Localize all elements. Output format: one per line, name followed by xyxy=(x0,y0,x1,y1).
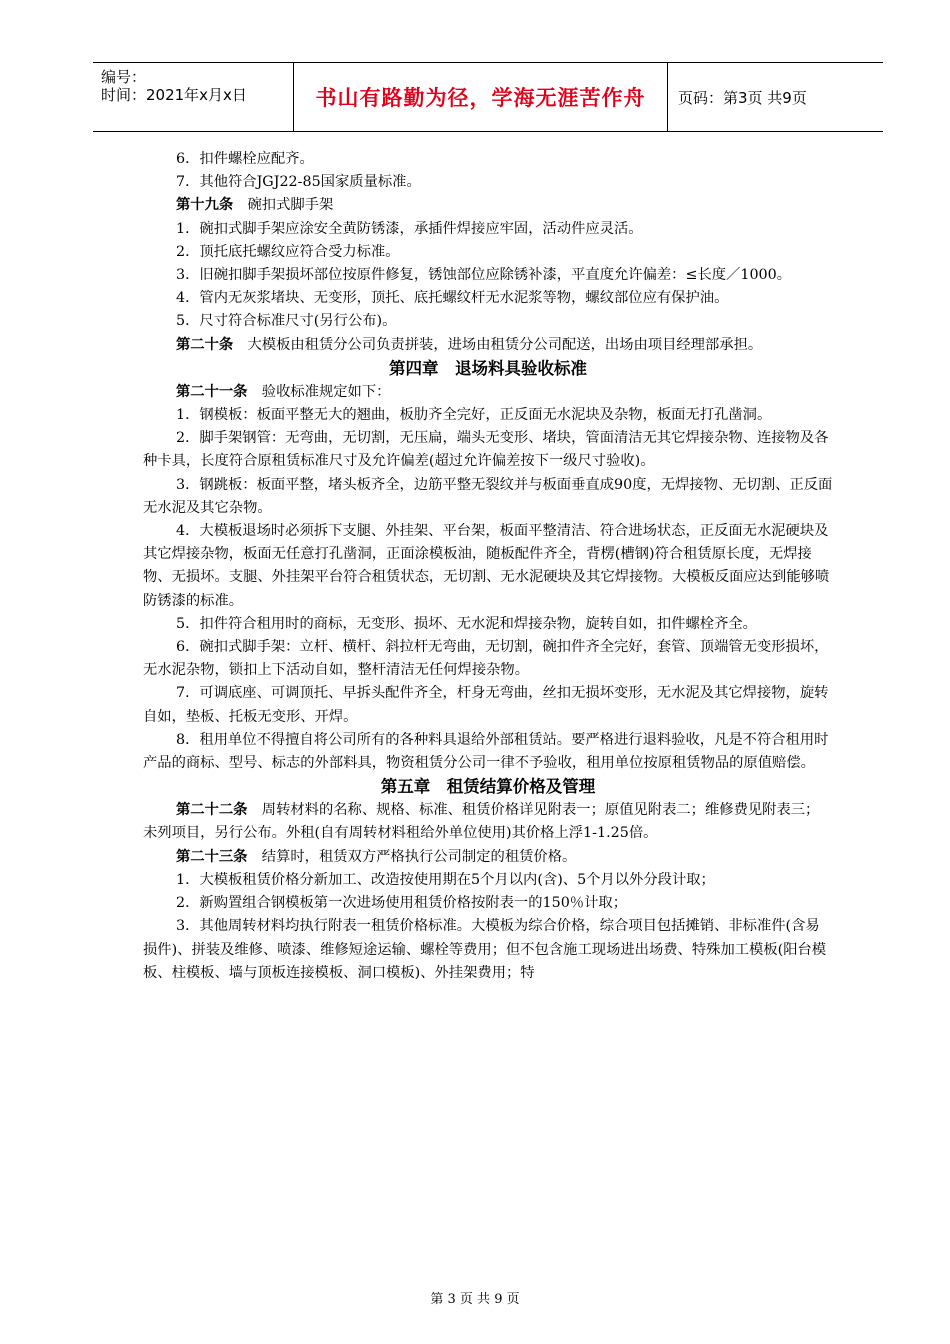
article-text: 周转材料的名称、规格、标准、租赁价格详见附表一；原值见附表二；维修费见附表三；未列项目，另行公布。外租(自有周转材料租给外单位使用)其价格上浮1-1.25倍。 xyxy=(143,802,820,842)
list-item: 2．新购置组合钢模板第一次进场使用租赁价格按附表一的150％计取； xyxy=(176,895,627,912)
list-item: 4．管内无灰浆堵块、无变形，顶托、底托螺纹杆无水泥浆等物，螺纹部位应有保护油。 xyxy=(176,290,729,307)
chapter-heading: 第四章 退场料具验收标准 xyxy=(389,358,587,378)
list-item: 7．可调底座、可调顶托、早拆头配件齐全，杆身无弯曲，丝扣无损坏变形，无水泥及其它焊接物，旋转自如，垫板、托板无变形、开焊。 xyxy=(143,685,829,725)
list-item: 1．大模板租赁价格分新加工、改造按使用期在5个月以内(含)、5个月以外分段计取； xyxy=(176,871,715,888)
list-item: 6．扣件螺栓应配齐。 xyxy=(176,151,314,167)
list-item: 1．碗扣式脚手架应涂安全黄防锈漆，承插件焊接应牢固，活动件应灵活。 xyxy=(176,220,643,237)
serial-number: 编号： xyxy=(101,68,147,86)
list-item: 8．租用单位不得擅自将公司所有的各种料具退给外部租赁站。要严格进行退料验收，凡是不符合租用时产品的商标、型号、标志的外部料具，物资租赁分公司一律不予验收，租用单位按原租赁物品的原值赔偿。 xyxy=(143,731,829,772)
list-item: 7．其他符合JGJ22-85国家质量标准。 xyxy=(176,174,421,191)
page-footer: 第 3 页 共 9 页 xyxy=(430,1292,520,1307)
list-item: 6．碗扣式脚手架：立杆、横杆、斜拉杆无弯曲，无切割，碗扣件齐全完好，套管、顶端管无变形损坏，无水泥杂物，锁扣上下活动自如，整杆清洁无任何焊接杂物。 xyxy=(143,639,829,679)
list-item: 3．其他周转材料均执行附表一租赁价格标准。大模板为综合价格，综合项目包括摊销、非标准件(含易损件)、拼装及维修、喷漆、维修短途运输、螺栓等费用；但不包含施工现场进出场费、特殊加工模板(阳台模板、柱模板、墙与顶板连接模板、洞口模板)、外挂架费用；特 xyxy=(143,918,827,981)
article-label: 第二十一条 xyxy=(176,383,248,400)
header-time: 时间：2021年x月x日 xyxy=(101,86,247,104)
article-label: 第二十条 xyxy=(176,336,234,353)
list-item: 3．旧碗扣脚手架损坏部位按原件修复，锈蚀部位应除锈补漆，平直度允许偏差：≤长度／1000。 xyxy=(176,267,792,284)
article-paragraph xyxy=(143,194,833,217)
article-label: 第二十二条 xyxy=(176,802,248,819)
list-item: 5．扣件符合租用时的商标，无变形、损坏、无水泥和焊接杂物，旋转自如，扣件螺栓齐全。 xyxy=(176,615,757,632)
article-label: 第二十三条 xyxy=(176,848,248,865)
header-page-number: 页码：第3页 共9页 xyxy=(678,88,807,107)
list-item: 1．钢模板：板面平整无大的翘曲，板肋齐全完好，正反面无水泥块及杂物，板面无打孔凿洞。 xyxy=(176,407,772,424)
article-paragraph xyxy=(143,799,833,845)
page-header xyxy=(93,62,883,132)
list-item: 3．钢跳板：板面平整，堵头板齐全，边筋平整无裂纹并与板面垂直成90度，无焊接物、无切割、正反面无水泥及其它杂物。 xyxy=(143,476,833,516)
article-text: 验收标准规定如下： xyxy=(247,383,391,400)
article-paragraph xyxy=(143,846,833,869)
chapter-heading: 第五章 租赁结算价格及管理 xyxy=(380,777,596,797)
header-motto: 书山有路勤为径，学海无涯苦作舟 xyxy=(294,63,668,131)
document-body xyxy=(143,148,833,985)
header-meta xyxy=(93,63,294,131)
article-label: 第十九条 xyxy=(176,197,234,214)
list-item: 2．顶托底托螺纹应符合受力标准。 xyxy=(176,243,400,260)
article-text: 结算时，租赁双方严格执行公司制定的租赁价格。 xyxy=(247,848,577,865)
article-text: 大模板由租赁分公司负责拼装，进场由租赁分公司配送，出场由项目经理部承担。 xyxy=(233,336,763,353)
article-paragraph xyxy=(143,381,833,404)
list-item: 5．尺寸符合标准尺寸(另行公布)。 xyxy=(176,313,397,330)
list-item: 2．脚手架钢管：无弯曲，无切割，无压扁，端头无变形、堵块，管面清洁无其它焊接杂物、连接物及各种卡具，长度符合原租赁标准尺寸及允许偏差(超过允许偏差按下一级尺寸验收)。 xyxy=(143,430,829,470)
article-text: 碗扣式脚手架 xyxy=(233,197,334,214)
list-item: 4．大模板退场时必须拆下支腿、外挂架、平台架，板面平整清洁、符合进场状态，正反面无水泥硬块及其它焊接杂物，板面无任意打孔凿洞，正面涂模板油，随板配件齐全，背楞(槽钢)符合租赁原长度，无焊接物、无损坏。支腿、外挂架平台符合租赁状态，无切割、无水泥硬块及其它焊接物。大模板反面应达到能够喷防锈漆的标准。 xyxy=(143,523,830,609)
article-paragraph xyxy=(143,334,833,357)
